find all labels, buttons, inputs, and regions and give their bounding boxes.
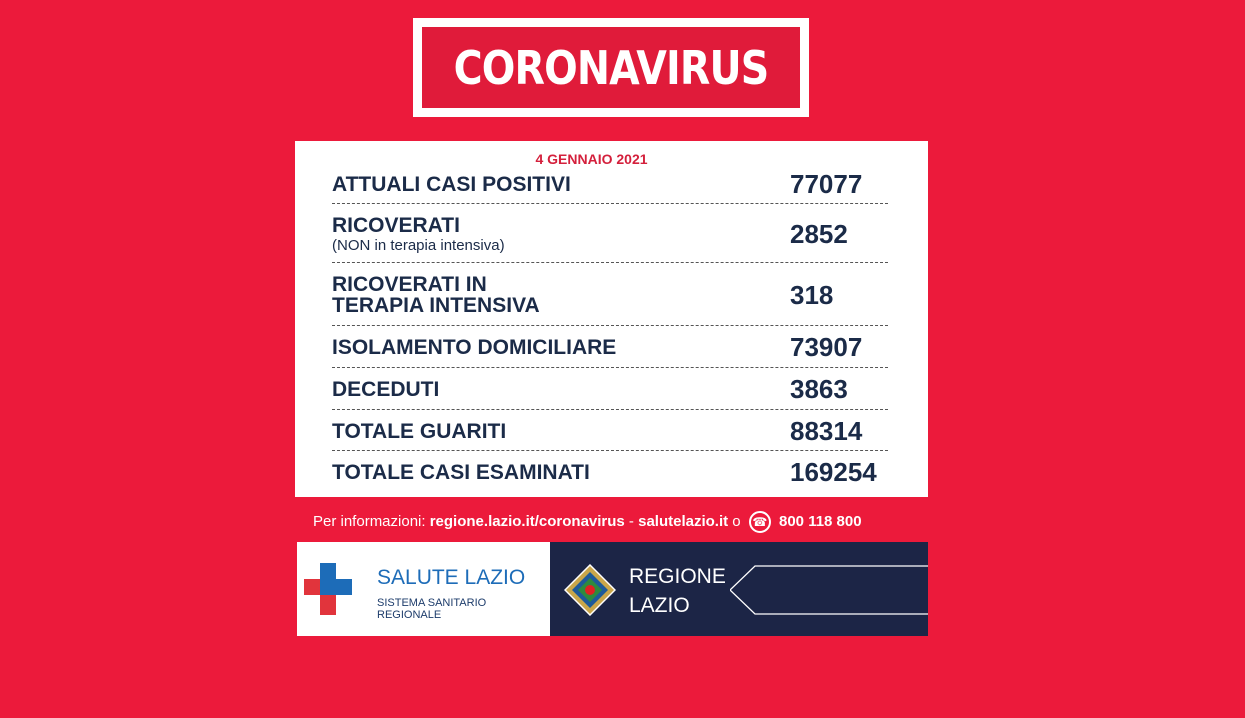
info-phone[interactable]: 800 118 800 <box>779 512 862 530</box>
regione-line-1: REGIONE <box>629 565 726 588</box>
stat-label: ISOLAMENTO DOMICILIARE <box>332 336 617 359</box>
phone-icon: ☎ <box>749 511 771 533</box>
stat-value: 77077 <box>790 169 863 199</box>
stat-label: TOTALE GUARITI <box>332 420 507 443</box>
stat-value: 88314 <box>790 416 863 446</box>
report-date <box>295 151 928 167</box>
stat-row-deceduti <box>332 367 888 410</box>
stat-label-line2: TERAPIA INTENSIVA <box>332 294 540 317</box>
stat-row-guariti <box>332 409 888 451</box>
stat-value: 2852 <box>790 219 848 249</box>
title-banner <box>413 18 809 117</box>
stat-sublabel: (NON in terapia intensiva) <box>332 237 505 254</box>
info-prefix: Per informazioni: <box>313 512 426 530</box>
info-sep: - <box>624 512 639 530</box>
stat-row-isolamento <box>332 325 888 368</box>
stat-value: 3863 <box>790 374 848 404</box>
info-link-salute[interactable]: salutelazio.it <box>638 512 729 530</box>
title-inner <box>422 27 800 108</box>
salute-lazio-logo <box>297 542 550 636</box>
stat-value: 169254 <box>790 457 877 487</box>
cross-icon-red-left <box>304 579 320 595</box>
stat-row-esaminati <box>332 450 888 492</box>
stats-card <box>295 141 928 497</box>
decorative-lines <box>730 560 928 620</box>
stat-row-ricoverati <box>332 203 888 263</box>
stat-label: ATTUALI CASI POSITIVI <box>332 173 571 196</box>
page-title: CORONAVIRUS <box>453 40 769 95</box>
stat-label: RICOVERATI IN <box>332 273 487 296</box>
stat-label: RICOVERATI <box>332 214 460 237</box>
regional-emblem-icon <box>564 564 616 616</box>
info-link-regione[interactable]: regione.lazio.it/coronavirus <box>429 512 625 530</box>
regione-line-2: LAZIO <box>629 594 690 617</box>
report-date-text: 4 GENNAIO 2021 <box>535 151 648 167</box>
stat-row-terapia-intensiva <box>332 262 888 326</box>
stat-value: 318 <box>790 280 834 310</box>
stat-label: TOTALE CASI ESAMINATI <box>332 461 590 484</box>
info-or: o <box>728 512 745 530</box>
stat-value: 73907 <box>790 332 863 362</box>
stat-row-positivi <box>332 169 888 204</box>
cross-icon-red <box>320 595 336 615</box>
regione-lazio-logo <box>550 542 928 636</box>
salute-lazio-title: SALUTE LAZIO <box>377 566 526 589</box>
info-line <box>313 511 862 533</box>
salute-lazio-subtitle: SISTEMA SANITARIO REGIONALE <box>377 597 487 621</box>
stat-label: DECEDUTI <box>332 378 440 401</box>
